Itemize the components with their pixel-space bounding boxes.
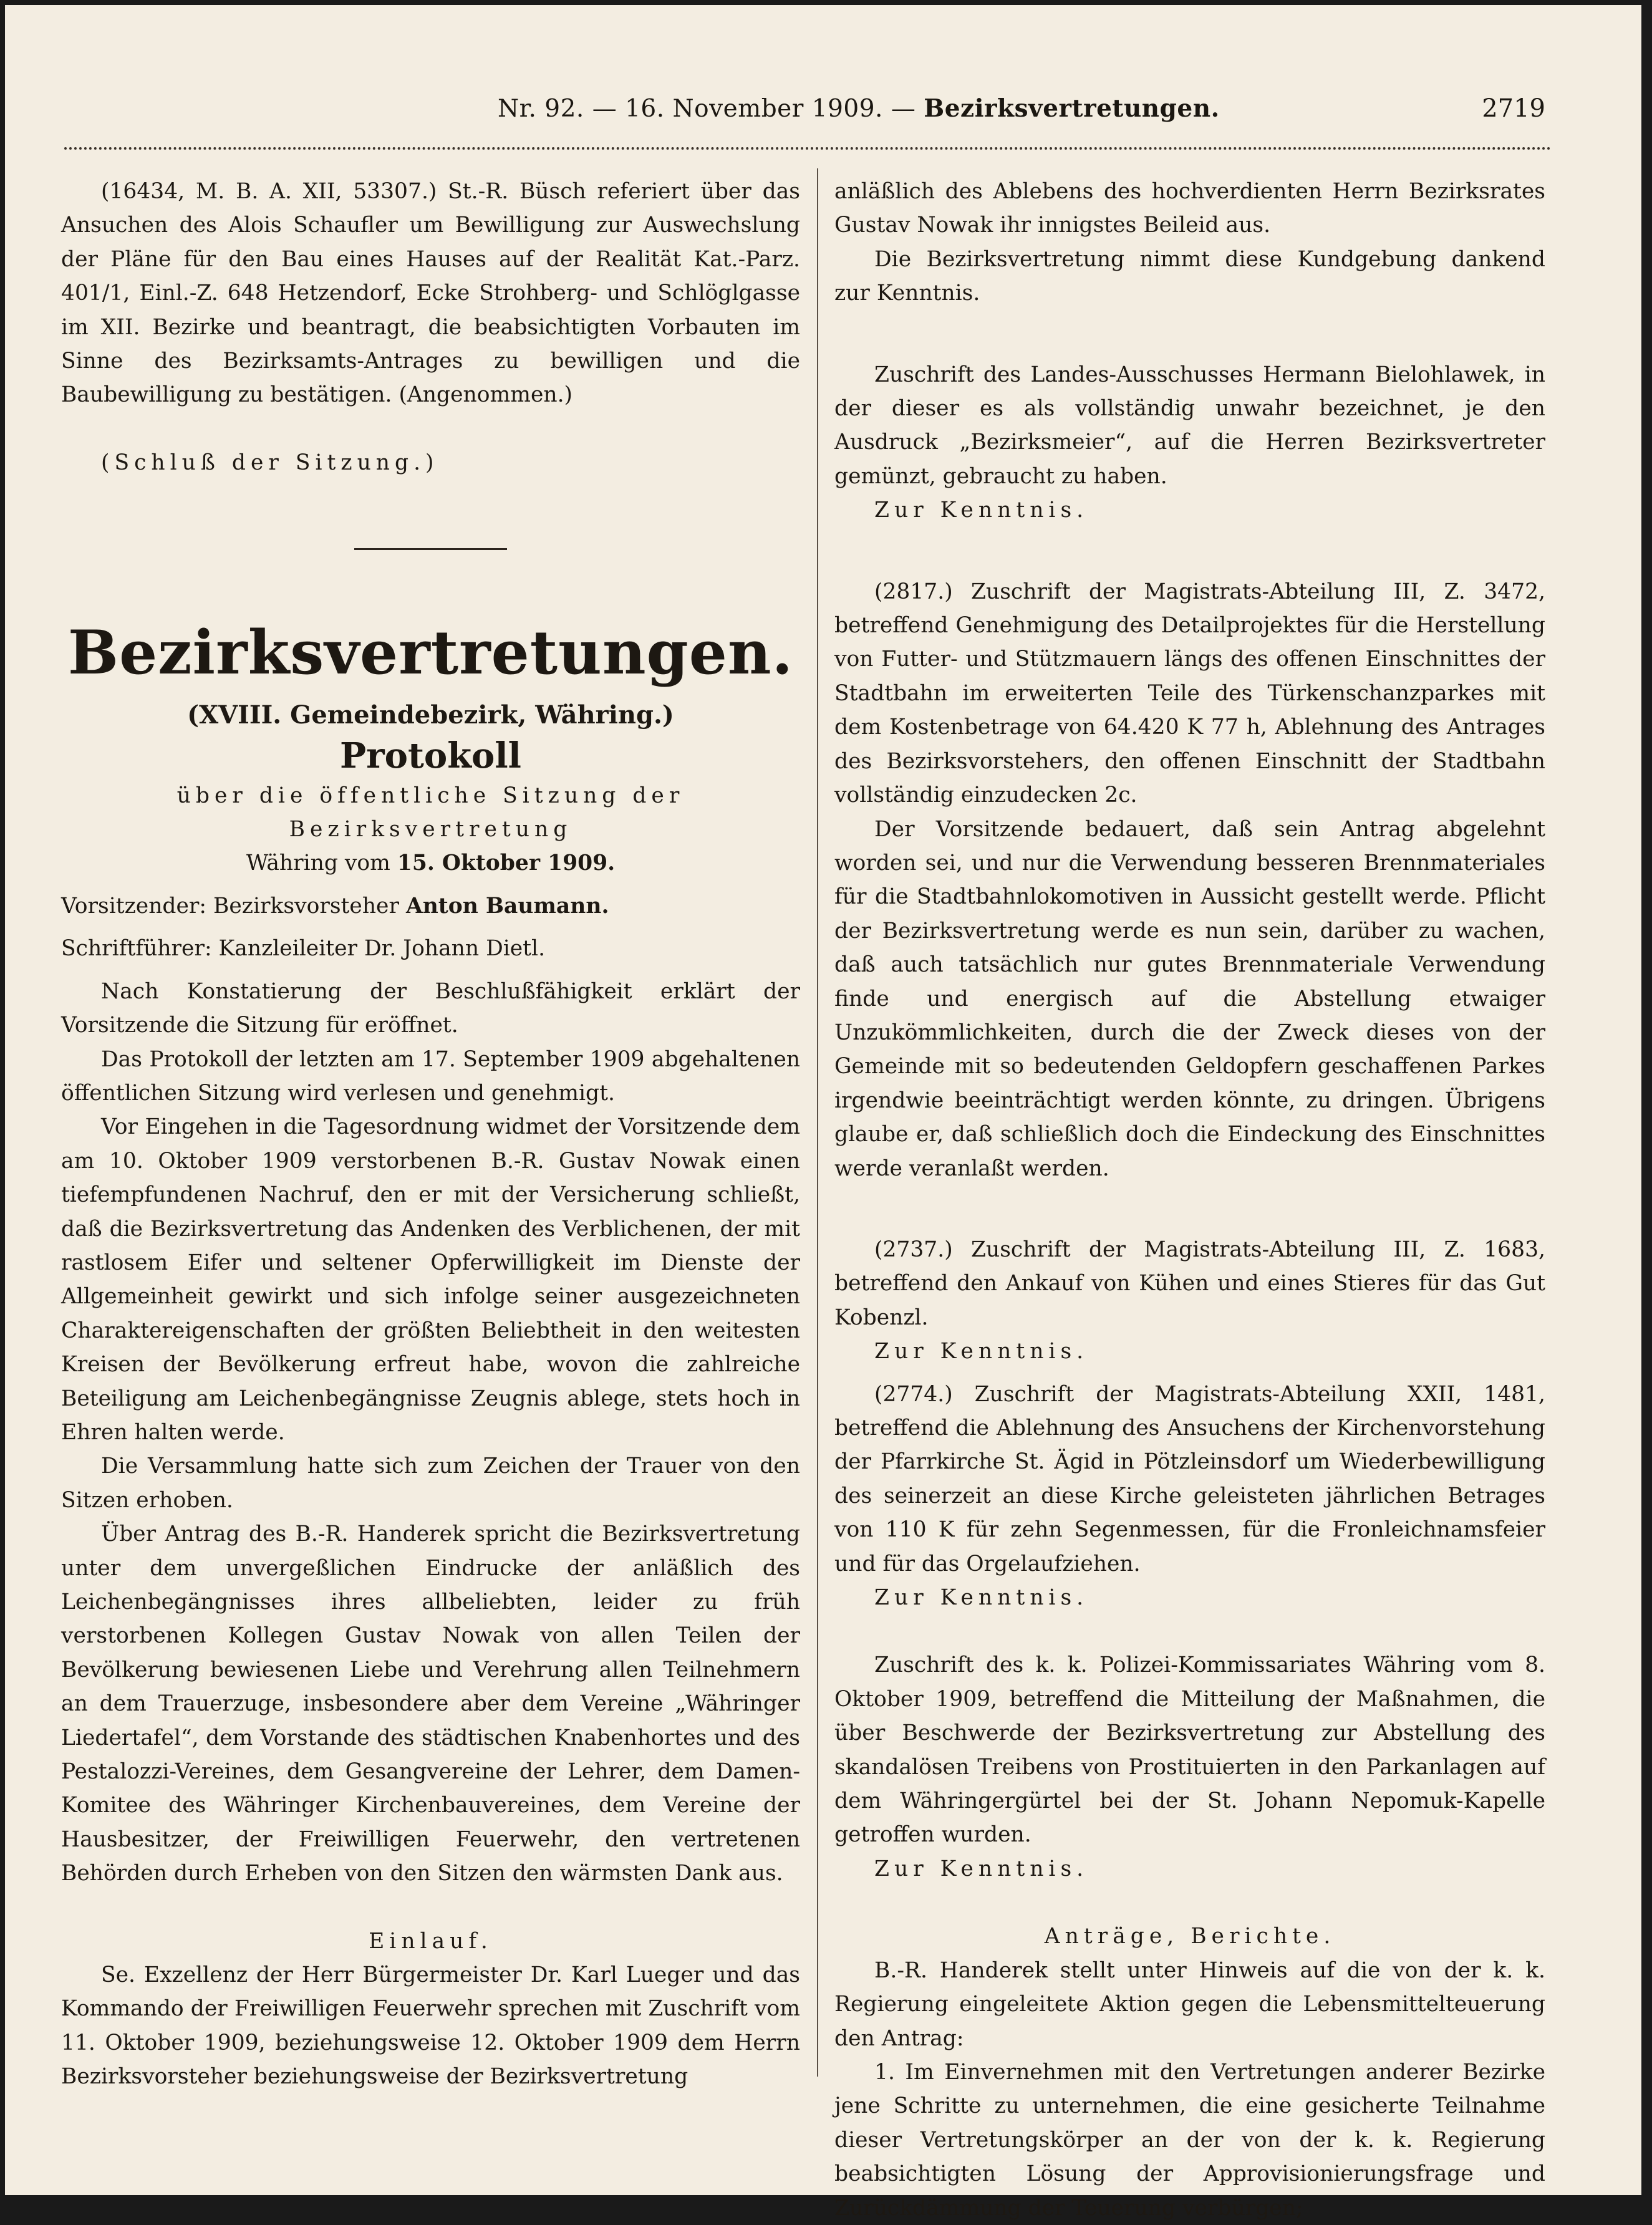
- thanks-paragraph: Über Antrag des B.-R. Handerek spricht die Bezirksvertretung unter dem unvergeßlichen Eindrucke der anläßlich des Leichenbegängnisses ihres allbeliebten, leider zu früh verstorbenen Kollegen Gustav Nowak von allen Teilen der Bevölkerung bewiesenen Liebe und Verehrung allen Teilnehmern an dem Trauerzuge, insbesondere aber dem Vereine „Währinger Liedertafel“, dem Vorstande des städtischen Knabenhortes und des Pestalozzi-Vereines, dem Gesangvereine der Lehrer, dem Damen-Komitee des Währinger Kirchenbauvereines, dem Vereine der Hausbesitzer, der Freiwilligen Feuerwehr, den vertretenen Behörden durch Erheben von den Sitzen den wärmsten Dank aus.: [61, 1522, 800, 1886]
- section-divider: [354, 548, 507, 550]
- item-2737: (2737.) Zuschrift der Magistrats-Abteilung III, Z. 1683, betreffend den Ankauf von Kühen und eines Stieres für das Gut Kobenzl.: [834, 1237, 1545, 1330]
- header-divider: [64, 147, 1552, 150]
- einlauf-heading: Einlauf.: [369, 1928, 493, 1954]
- running-head-section: Bezirksvertretungen.: [924, 94, 1220, 123]
- chair-line: [61, 889, 800, 923]
- letter-paragraph: Zuschrift des Landes-Ausschusses Hermann Bielohlawek, in der dieser es als vollständig unwahr bezeichnet, je den Ausdruck „Bezirksmeier“, auf die Herren Bezirksvertreter gemünzt, gebraucht zu haben.: [834, 362, 1545, 489]
- chair-remark: Der Vorsitzende bedauert, daß sein Antrag abgelehnt worden sei, und nur die Verwendung besseren Brennmateriales für die Stadtbahnlokomotiven in Aussicht gestellt werde. Pflicht der Bezirksvertretung werde es nun sein, darüber zu wachen, daß auch tatsächlich nur gutes Brennmateriale Verwendung finde und energisch auf die Abstellung etwaiger Unzukömmlichkeiten, durch die der Zweck dieses von der Gemeinde mit so bedeutenden Geldopfern geschaffenen Parkes irgendwie beeinträchtigt werden könnte, zu dringen. Übrigens glaube er, daß schließlich doch die Eindeckung des Einschnittes werde veranlaßt werden.: [834, 816, 1545, 1181]
- running-head-issue: Nr. 92. — 16. November 1909. —: [498, 95, 916, 123]
- noted-1: Zur Kenntnis.: [874, 498, 1089, 523]
- protokoll-heading: Protokoll: [340, 735, 521, 776]
- newspaper-page: [5, 5, 1641, 2221]
- acknowledgement-paragraph: Die Bezirksvertretung nimmt diese Kundgebung dankend zur Kenntnis.: [834, 246, 1545, 306]
- session-date-line: [61, 846, 800, 880]
- report-paragraph: (16434, M. B. A. XII, 53307.) St.-R. Büsch referiert über das Ansuchen des Alois Schaufler um Bewilligung zur Auswechslung der Pläne für den Bau eines Hauses auf der Realität Kat.-Parz. 401/1, Einl.-Z. 648 Hetzendorf, Ecke Strohberg- und Schlöglgasse im XII. Bezirke und beantragt, die beabsichtigten Vorbauten im Sinne des Bezirksamts-Antrages zu bewilligen und die Baubewilligung zu bestätigen. (Angenommen.): [61, 179, 800, 408]
- right-column: [834, 175, 1545, 2225]
- session-description: über die öffentliche Sitzung der Bezirksvertretung: [176, 783, 685, 842]
- noted-4: Zur Kenntnis.: [874, 1856, 1089, 1881]
- obituary-paragraph: Vor Eingehen in die Tagesordnung widmet der Vorsitzende dem am 10. Oktober 1909 verstorbenen B.-R. Gustav Nowak einen tiefempfundenen Nachruf, den er mit der Versicherung schließt, daß die Bezirksvertretung das Andenken des Verblichenen, der mit rastlosem Eifer und seltener Opferwilligkeit im Dienste der Allgemeinheit gewirkt und sich infolge seiner ausgezeichneten Charaktereigenschaften der größten Beliebtheit in den weitesten Kreisen der Bevölkerung erfreut habe, wovon die zahlreiche Beteiligung am Leichenbegängnisse Zeugnis ablege, stets hoch in Ehren halten werde.: [61, 1114, 800, 1445]
- police-letter: Zuschrift des k. k. Polizei-Kommissariates Währing vom 8. Oktober 1909, betreffend die Mitteilung der Maßnahmen, die über Beschwerde der Bezirksvertretung zur Abstellung des skandalösen Treibens von Prostituierten in den Parkanlagen auf dem Währingergürtel bei der St. Johann Nepomuk-Kapelle getroffen wurden.: [834, 1653, 1545, 1848]
- noted-3: Zur Kenntnis.: [874, 1585, 1089, 1611]
- motions-heading: Anträge, Berichte.: [1044, 1924, 1336, 1949]
- session-date-prefix: Währing vom: [246, 851, 390, 876]
- chair-label: Vorsitzender: Bezirksvorsteher: [61, 893, 399, 919]
- column-divider: [817, 168, 818, 2077]
- item-2774: (2774.) Zuschrift der Magistrats-Abteilung XXII, 1481, betreffend die Ablehnung des Ansuchens der Kirchenvorstehung der Pfarrkirche St. Ägid in Pötzleinsdorf um Wiederbewilligung des seinerzeit an diese Kirche geleisteten jährlichen Betrages von 110 K für zehn Segenmessen, für die Fronleichnamsfeier und für das Orgelaufziehen.: [834, 1381, 1545, 1576]
- secretary-line: Schriftführer: Kanzleileiter Dr. Johann Dietl.: [61, 936, 546, 962]
- chair-name: Anton Baumann.: [405, 893, 609, 919]
- condolence-continued: anläßlich des Ablebens des hochverdienten Herrn Bezirksrates Gustav Nowak ihr innigstes Beileid aus.: [834, 179, 1545, 238]
- section-title: Bezirksvertretungen.: [67, 617, 794, 688]
- left-column: [61, 175, 800, 2094]
- noted-2: Zur Kenntnis.: [874, 1339, 1089, 1364]
- page-header: [67, 94, 1545, 138]
- running-head: [498, 94, 1220, 123]
- session-date: 15. Oktober 1909.: [397, 851, 616, 876]
- minutes-paragraph: Das Protokoll der letzten am 17. September 1909 abgehaltenen öffentlichen Sitzung wird verlesen und genehmigt.: [61, 1046, 800, 1106]
- motion-intro: B.-R. Handerek stellt unter Hinweis auf die von der k. k. Regierung eingeleitete Aktion gegen die Lebensmittelteuerung den Antrag:: [834, 1957, 1545, 2051]
- item-2817: (2817.) Zuschrift der Magistrats-Abteilung III, Z. 3472, betreffend Genehmigung des Detailprojektes für die Herstellung von Futter- und Stützmauern längs des offenen Einschnittes der Stadtbahn im erweiterten Teile des Türkenschanzparkes mit dem Kostenbetrage von 64.420 K 77 h, Ablehnung des Antrages des Bezirksvorstehers, den offenen Einschnitt der Stadtbahn vollständig einzudecken 2c.: [834, 579, 1545, 808]
- opening-paragraph: Nach Konstatierung der Beschlußfähigkeit erklärt der Vorsitzende die Sitzung für eröffnet.: [61, 978, 800, 1038]
- session-closing: (Schluß der Sitzung.): [101, 450, 439, 475]
- mourning-paragraph: Die Versammlung hatte sich zum Zeichen der Trauer von den Sitzen erhoben.: [61, 1454, 800, 1513]
- condolence-paragraph: Se. Exzellenz der Herr Bürgermeister Dr. Karl Lueger und das Kommando der Freiwilligen Feuerwehr sprechen mit Zuschrift vom 11. Oktober 1909, beziehungsweise 12. Oktober 1909 dem Herrn Bezirksvorsteher beziehungsweise der Bezirksvertretung: [61, 1962, 800, 2090]
- district-heading: (XVIII. Gemeindebezirk, Währing.): [187, 700, 674, 730]
- page-number: 2719: [1482, 94, 1545, 123]
- motion-point-1: 1. Im Einvernehmen mit den Vertretungen anderer Bezirke jene Schritte zu unternehmen, die eine gesicherte Teilnahme dieser Vertretungskörper an der von der k. k. Regierung beabsichtigten Lösung der Approvisionierungsfrage und Zurückdämmung der Teuerung verbürgen;: [834, 2059, 1545, 2221]
